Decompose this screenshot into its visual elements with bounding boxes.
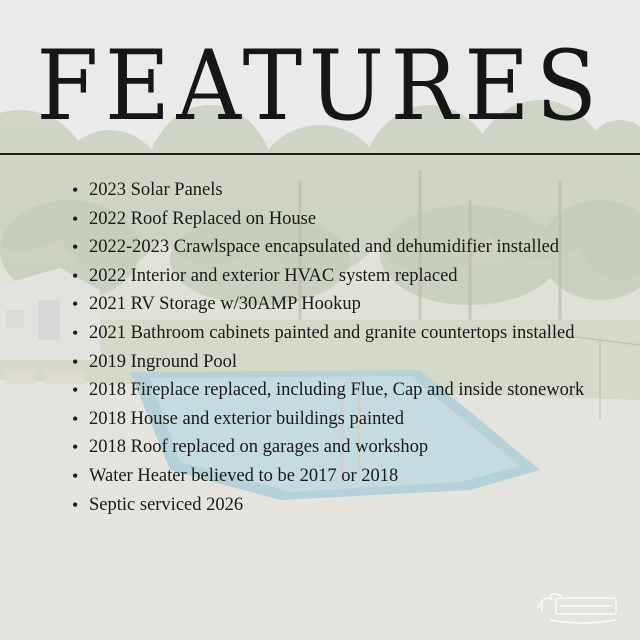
- feature-item: • 2021 Bathroom cabinets painted and granite countertops installed: [70, 319, 618, 348]
- feature-item: • 2022 Interior and exterior HVAC system replaced: [70, 262, 618, 291]
- brand-logo-watermark-icon: [530, 578, 626, 632]
- feature-item: • 2019 Inground Pool: [70, 348, 618, 377]
- feature-item: • Septic serviced 2026: [70, 491, 618, 520]
- feature-item: • 2018 Fireplace replaced, including Flue, Cap and inside stonework: [70, 376, 618, 405]
- title-divider: [0, 153, 640, 155]
- page-title: FEATURES: [36, 30, 604, 142]
- feature-item: • 2023 Solar Panels: [70, 176, 618, 205]
- feature-item: • 2022 Roof Replaced on House: [70, 205, 618, 234]
- feature-item: • Water Heater believed to be 2017 or 2018: [70, 462, 618, 491]
- feature-item: • 2018 House and exterior buildings painted: [70, 405, 618, 434]
- feature-item: • 2018 Roof replaced on garages and workshop: [70, 433, 618, 462]
- feature-item: • 2021 RV Storage w/30AMP Hookup: [70, 290, 618, 319]
- features-list: [70, 176, 618, 519]
- feature-item: • 2022-2023 Crawlspace encapsulated and dehumidifier installed: [70, 233, 618, 262]
